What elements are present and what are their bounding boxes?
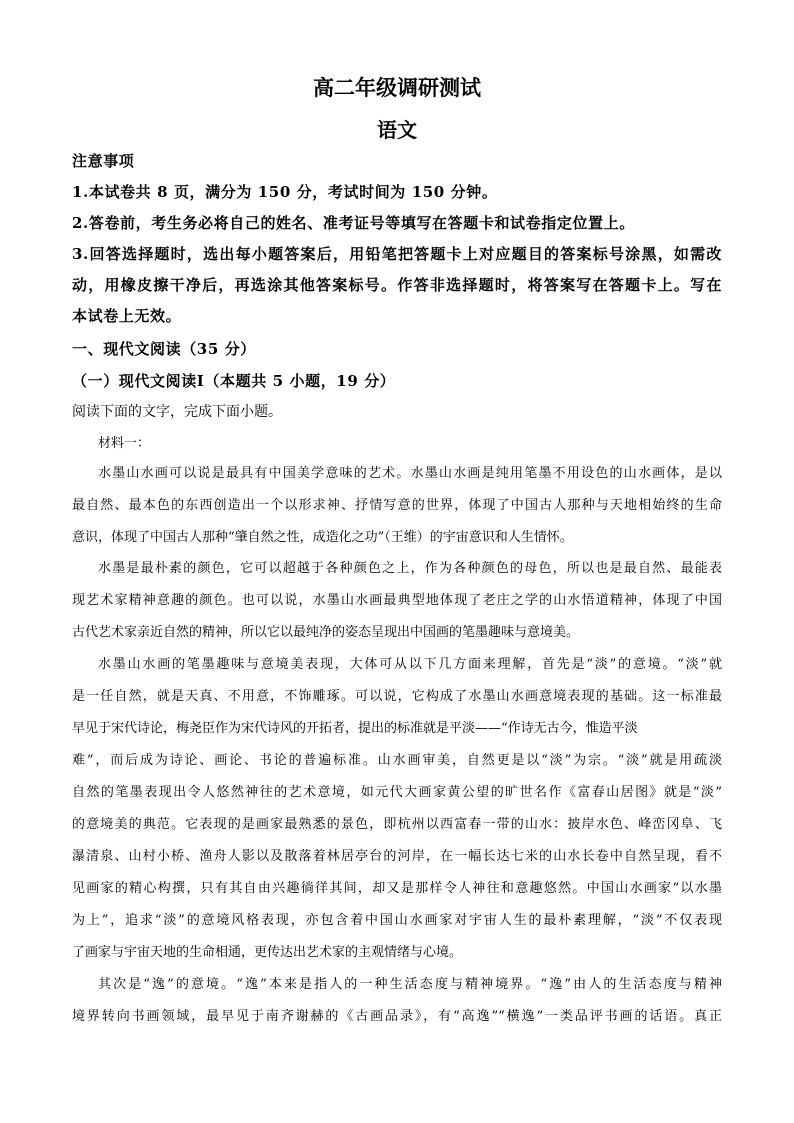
subject-title: 语文 [377,118,417,142]
passage-p3-line-5: 自然的笔墨表现出令人悠然神往的艺术意境，如元代大画家黄公望的旷世名作《富春山居图》就是“淡” [72,785,722,800]
section-heading: 一、现代文阅读（35 分） [72,340,256,358]
passage-p1-line-1: 水墨山水画可以说是最具有中国美学意味的艺术。水墨山水画是纯用笔墨不用设色的山水画体，是以 [98,466,722,481]
passage-p3-line-7: 瀑清泉、山村小桥、渔舟人影以及散落着林居亭台的河岸，在一幅长达七米的山水长卷中自然呈现，看不 [72,849,722,864]
passage-p3-line-4: 难”，而后成为诗论、画论、书论的普遍标准。山水画审美，自然更是以“淡”为宗。“淡”就是用疏淡 [72,753,722,768]
passage-p1-line-2: 最自然、最本色的东西创造出一个以形求神、抒情写意的世界，体现了中国古人那种与天地相始终的生命 [72,498,722,513]
passage-p3-line-1: 水墨山水画的笔墨趣味与意境美表现，大体可从以下几方面来理解，首先是“淡”的意境。“淡”就 [98,657,722,672]
reading-instruction: 阅读下面的文字，完成下面小题。 [72,404,282,420]
passage-p2-line-3: 古代艺术家亲近自然的精神，所以它以最纯净的姿态呈现出中国画的笔墨趣味与意境美。 [72,625,580,640]
passage-p3-line-6: 的意境美的典范。它表现的是画家最熟悉的景色，即杭州以西富春一带的山水：披岸水色、峰峦冈阜、飞 [72,817,722,832]
passage-p2-line-1: 水墨是最朴素的颜色，它可以超越于各种颜色之上，作为各种颜色的母色，所以也是最自然、最能表 [98,561,722,576]
exam-title: 高二年级调研测试 [313,75,481,100]
passage-p3-line-2: 是一任自然，就是天真、不用意，不饰雕琢。可以说，它构成了水墨山水画意境表现的基础。这一标准最 [72,689,722,704]
subsection-heading: （一）现代文阅读Ⅰ（本题共 5 小题，19 分） [72,372,396,390]
material-label: 材料一： [98,436,151,451]
notice-heading: 注意事项 [72,152,135,170]
passage-p3-line-9: 为上”，追求“淡”的意境风格表现，亦包含着中国山水画家对宇宙人生的最朴素理解，“淡”不仅表现 [72,913,722,928]
notice-item-3-line-2: 动，用橡皮擦干净后，再选涂其他答案标号。作答非选择题时，将答案写在答题卡上。写在 [72,276,722,294]
passage-p1-line-3: 意识，体现了中国古人那种“肇自然之性，成造化之功”（王维）的宇宙意识和人生情怀。 [72,530,573,545]
notice-item-2: 2.答卷前，考生务必将自己的姓名、准考证号等填写在答题卡和试卷指定位置上。 [72,214,635,232]
passage-p3-line-10: 了画家与宇宙天地的生命相通，更传达出艺术家的主观情绪与心境。 [72,945,463,960]
notice-item-1: 1.本试卷共 8 页，满分为 150 分，考试时间为 150 分钟。 [72,183,498,201]
passage-p4-line-2: 境界转向书画领域，最早见于南齐谢赫的《古画品录》，有“高逸”“横逸”一类品评书画的话语。真正 [72,1009,722,1024]
passage-p3-line-8: 见画家的精心构撰，只有其自由兴趣徜徉其间，却又是那样令人神往和意趣悠然。中国山水画家“以水墨 [72,881,722,896]
passage-p4-line-1: 其次是“逸”的意境。“逸”本来是指人的一种生活态度与精神境界。“逸”由人的生活态度与精神 [98,977,722,992]
passage-p3-line-3: 早见于宋代诗论，梅尧臣作为宋代诗风的开拓者，提出的标准就是平淡——“作诗无古今，惟造平淡 [72,721,638,736]
passage-p2-line-2: 现艺术家精神意趣的颜色。也可以说，水墨山水画最典型地体现了老庄之学的山水悟道精神，体现了中国 [72,593,722,608]
notice-item-3-line-1: 3.回答选择题时，选出每小题答案后，用铅笔把答题卡上对应题目的答案标号涂黑，如需改 [72,245,722,263]
notice-item-3-line-3: 本试卷上无效。 [72,307,182,325]
